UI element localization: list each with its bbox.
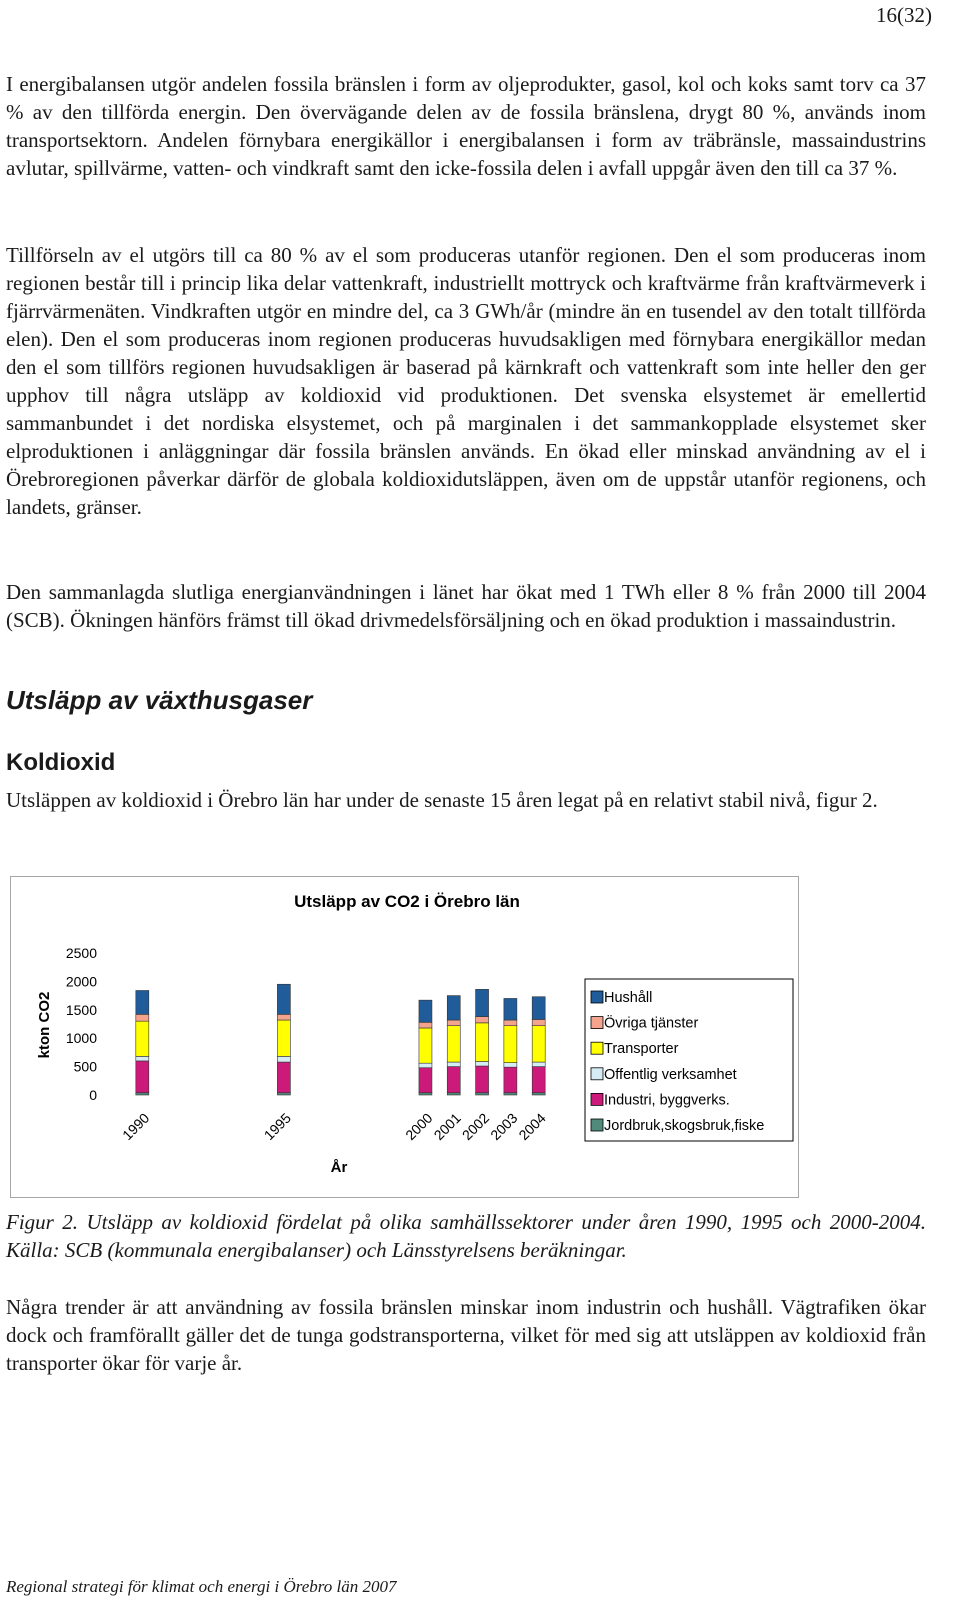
y-axis-label: kton CO2 [36,991,53,1059]
bar-segment [419,1000,432,1022]
section-heading: Utsläpp av växthusgaser [6,685,313,715]
legend-swatch [591,1093,603,1105]
bar-segment [136,1093,149,1095]
bar-segment [504,1063,517,1068]
x-tick-labels [119,1110,549,1143]
y-tick-labels [66,945,97,1103]
subsection-heading: Koldioxid [6,749,116,776]
x-tick-label: 2000 [402,1109,436,1144]
bar-segment [447,1093,460,1095]
chart-legend [585,979,793,1141]
legend-label: Jordbruk,skogsbruk,fiske [604,1118,765,1134]
bar-segment [277,1020,290,1056]
x-tick-label: 2003 [487,1109,521,1144]
paragraph-electricity-supply: Tillförseln av el utgörs till ca 80 % av el som produceras utanför regionen. Den el som produceras inom regionen består till i princip lika delar vattenkraft, industriellt mottryck och kraftvärme från kraftvärmeverk i fjärrvärmenäten. Vindkraften utgör en mindre del, ca 3 GWh/år (mindre än en tusendel av den totalt tillförda elen). Den el som produceras inom regionen produceras huvudsakligen med förnybara energikällor medan den el som tillförs regionen huvudsakligen är baserad på kärnkraft och vattenkraft som inte heller den ger upphov till några utsläpp av koldioxid vid produktionen. Det svenska elsystemet är emellertid sammanbundet i det nordiska elsystemet, och på marginalen i det sammankopplade elsystemet sker elproduktionen i anläggningar där fossila bränslen används. En ökad eller minskad användning av el i Örebroregionen påverkar därför de globala koldioxidutsläppen, även om de uppstår utanför regionens, och landets, gränser. [6,243,926,519]
legend-label: Industri, byggverks. [604,1092,730,1109]
paragraph-energy-balance: I energibalansen utgör andelen fossila bränslen i form av oljeprodukter, gasol, kol och koks samt torv ca 37 % av den tillförda energin. Den övervägande delen av de fossila bränslena, drygt 80 %, används inom transportsektorn. Andelen förnybara energikällor i energibalansen i form av träbränsle, massaindustrins avlutar, spillvärme, vatten- och vindkraft samt den icke-fossila delen i avfall uppgår även den till ca 37 %. [6,72,926,180]
x-axis-label: År [330,1159,348,1176]
legend-swatch [591,1068,603,1080]
y-tick-label: 2000 [65,973,97,990]
paragraph-trends: Några trender är att användning av fossila bränslen minskar inom industrin och hushåll. Vägtrafiken ökar dock och framförallt gäller det de tunga godstransporterna, vilket för med sig att utsläppen av koldioxid från transporter ökar för varje år. [6,1295,926,1375]
bar-segment [419,1063,432,1068]
bar-segment [504,1026,517,1063]
bar-segment [277,1093,290,1095]
bar-segment [532,1019,545,1025]
bar-segment [447,996,460,1020]
bar-segment [532,1067,545,1093]
bar-segment [476,1066,489,1093]
bar-segment [476,1093,489,1095]
bar-segment [419,1093,432,1095]
y-tick-label: 0 [89,1087,97,1103]
y-tick-label: 2500 [65,945,97,961]
bar-segment [476,1017,489,1023]
bar-segment [419,1028,432,1063]
bar-segment [532,1026,545,1062]
x-tick-label: 2002 [458,1109,493,1144]
bar-segment [532,997,545,1020]
bar-segment [136,990,149,1014]
legend-label: Hushåll [604,990,653,1006]
bar-segment [277,1062,290,1093]
bar-segment [504,1093,517,1095]
bar-segment [277,984,290,1014]
co2-chart-svg [11,877,800,1199]
legend-swatch [591,1042,603,1054]
x-tick-label: 1995 [260,1109,294,1144]
bar-segment [419,1068,432,1093]
bar-segment [447,1020,460,1026]
y-tick-label: 1000 [65,1030,97,1047]
bar-segment [532,1062,545,1067]
y-tick-label: 1500 [65,1001,97,1018]
bar-segment [447,1062,460,1067]
bar-segment [532,1093,545,1095]
bar-segment [447,1026,460,1062]
y-tick-label: 500 [73,1058,97,1075]
bar-segment [277,1014,290,1020]
bar-segment [476,1061,489,1066]
chart-title: Utsläpp av CO2 i Örebro län [294,892,520,911]
legend-label: Offentlig verksamhet [604,1066,737,1083]
bar-segment [419,1022,432,1028]
x-tick-label: 1990 [119,1109,153,1144]
bar-segment [447,1067,460,1093]
figure-caption: Figur 2. Utsläpp av koldioxid fördelat på olika samhällssektorer under åren 1990, 1995 och 2000-2004. Källa: SCB (kommunala energibalanser) och Länsstyrelsens beräkningar. [6,1210,926,1262]
bar-segment [136,1014,149,1021]
bar-segment [504,1067,517,1093]
bar-segment [136,1021,149,1056]
legend-swatch [591,991,603,1003]
page-number: 16(32) [876,3,932,27]
legend-swatch [591,1119,603,1131]
bar-segment [504,998,517,1020]
paragraph-energy-use: Den sammanlagda slutliga energianvändningen i länet har ökat med 1 TWh eller 8 % från 2000 till 2004 (SCB). Ökningen hänförs främst till ökad drivmedelsförsäljning och en ökad produktion i massaindustrin. [6,580,926,632]
bar-segment [136,1061,149,1093]
bar-segment [476,989,489,1016]
x-tick-label: 2001 [430,1109,464,1144]
x-tick-label: 2004 [515,1109,549,1144]
bar-segment [277,1056,290,1062]
legend-swatch [591,1017,603,1029]
bar-stacks [136,984,545,1095]
legend-label: Transporter [604,1041,679,1058]
legend-label: Övriga tjänster [604,1015,699,1032]
paragraph-co2-intro: Utsläppen av koldioxid i Örebro län har under de senaste 15 åren legat på en relativt stabil nivå, figur 2. [6,788,878,812]
page-footer: Regional strategi för klimat och energi i Örebro län 2007 [6,1577,397,1596]
co2-chart [10,876,799,1198]
bar-segment [136,1056,149,1061]
bar-segment [476,1023,489,1062]
bar-segment [504,1020,517,1026]
